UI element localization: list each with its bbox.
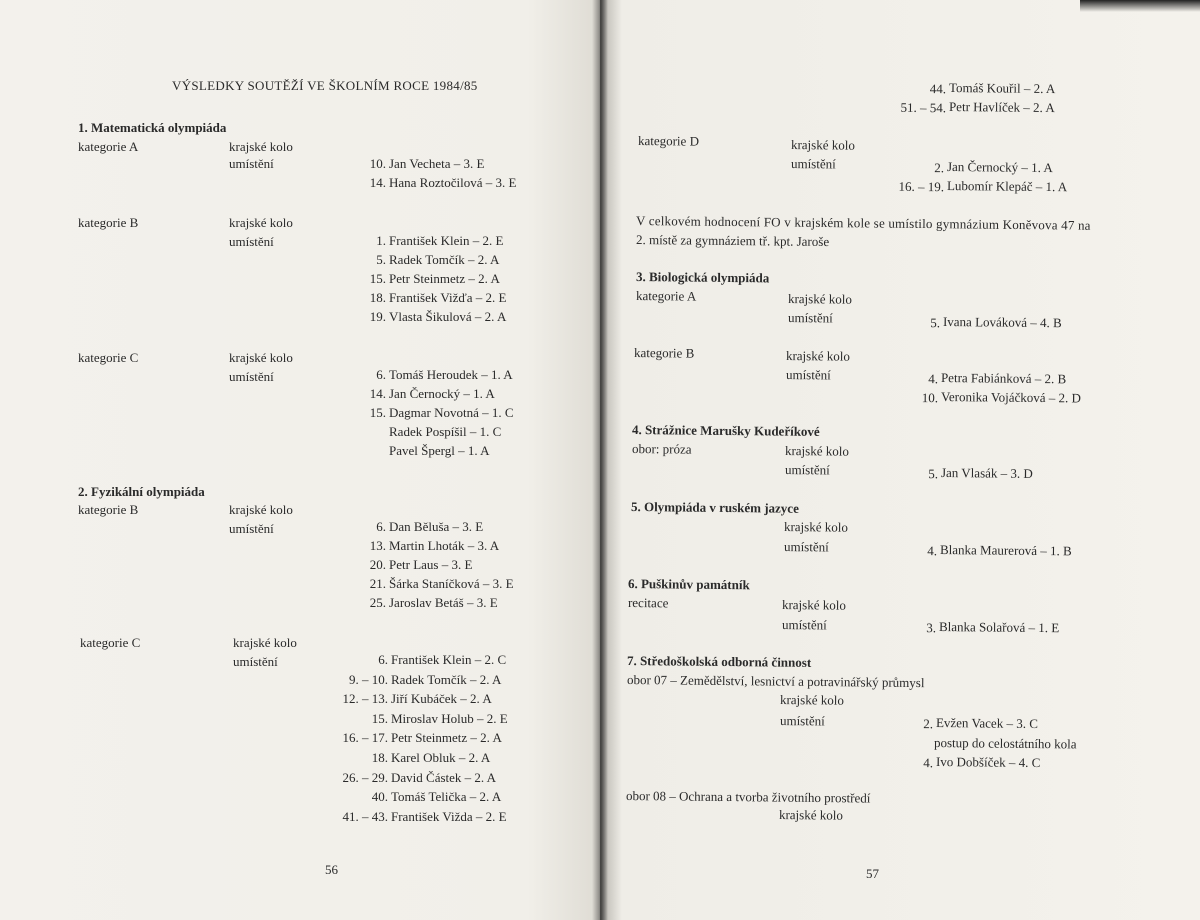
result-rank: 5. (930, 315, 941, 331)
result-rank: 15. (369, 405, 386, 420)
round-label: krajské kolo (781, 597, 846, 613)
result-rank: 5. (376, 252, 386, 267)
result-rank: 19. (369, 309, 386, 324)
result-entry: Blanka Maurerová – 1. B (939, 542, 1072, 559)
result-rank: 18. (369, 290, 386, 305)
result-rank: 18. (371, 750, 388, 765)
result-entry: Dan Běluša – 3. E (389, 519, 484, 534)
placement-label: umístění (790, 156, 836, 172)
result-rank: 21. (369, 576, 386, 591)
result-entry: Hana Roztočilová – 3. E (389, 175, 517, 190)
summary-text: 2. místě za gymnáziem tř. kpt. Jaroše (635, 232, 830, 250)
result-rank: 15. (371, 710, 388, 726)
result-entry: Tomáš Telička – 2. A (391, 789, 502, 805)
result-rank: 44. (929, 81, 947, 97)
placement-label: umístění (784, 462, 830, 478)
result-entry: Veronika Vojáčková – 2. D (940, 389, 1082, 406)
result-entry: Martin Lhoták – 3. A (389, 538, 500, 553)
result-rank: 6. (376, 367, 386, 382)
result-entry: František Vižda – 2. E (391, 808, 507, 824)
result-note: postup do celostátního kola (933, 735, 1077, 752)
result-rank: 13. (369, 538, 386, 553)
category-label: kategorie C (80, 635, 141, 650)
placement-label: umístění (779, 713, 825, 729)
result-rank: 2. (934, 160, 945, 176)
placement-label: umístění (229, 369, 274, 384)
result-entry: Šárka Staníčková – 3. E (389, 576, 514, 591)
result-entry: David Částek – 2. A (391, 769, 497, 785)
result-entry: Pavel Špergl – 1. A (389, 443, 490, 458)
section-heading: 7. Středoškolská odborná činnost (626, 653, 812, 670)
result-entry: Petra Fabiánková – 2. B (940, 370, 1067, 387)
category-label: kategorie B (78, 502, 139, 517)
result-rank: 41. – 43. (342, 808, 388, 824)
result-entry: František Klein – 2. C (391, 652, 507, 667)
category-label: recitace (627, 595, 669, 611)
result-rank: 15. (369, 271, 386, 286)
result-entry: Petr Laus – 3. E (389, 557, 473, 572)
result-rank: 14. (369, 175, 386, 190)
result-entry: Blanka Solařová – 1. E (938, 619, 1060, 636)
result-entry: Petr Steinmetz – 2. A (391, 730, 502, 746)
round-label: krajské kolo (229, 215, 293, 230)
page-title: VÝSLEDKY SOUTĚŽÍ VE ŠKOLNÍM ROCE 1984/85 (172, 78, 478, 93)
round-label: krajské kolo (778, 807, 843, 823)
result-entry: Lubomír Klepáč – 1. A (946, 178, 1068, 195)
round-label: krajské kolo (784, 443, 849, 459)
result-rank: 6. (376, 519, 386, 534)
section-heading: 3. Biologická olympiáda (635, 269, 770, 286)
result-rank: 4. (927, 543, 938, 559)
round-label: krajské kolo (785, 348, 850, 364)
result-entry: Radek Pospíšil – 1. C (389, 424, 502, 439)
result-entry: Ivana Lováková – 4. B (942, 314, 1062, 331)
round-label: krajské kolo (233, 635, 297, 650)
category-label: kategorie D (637, 133, 700, 149)
result-rank: 5. (928, 466, 939, 482)
result-entry: Radek Tomčík – 2. A (391, 671, 502, 687)
result-rank: 2. (923, 716, 934, 732)
result-rank: 4. (923, 755, 934, 771)
result-rank: 4. (928, 371, 939, 387)
placement-label: umístění (785, 367, 831, 383)
category-label: kategorie B (633, 345, 695, 361)
result-entry: Tomáš Kouřil – 2. A (948, 80, 1056, 97)
result-rank: 10. (369, 156, 386, 171)
page-number: 56 (325, 862, 338, 877)
category-label: obor: próza (631, 441, 692, 457)
result-rank: 25. (369, 595, 386, 610)
result-entry: Jan Vlasák – 3. D (940, 465, 1033, 481)
category-label: obor 08 – Ochrana a tvorba životního prostředí (625, 788, 871, 806)
result-rank: 12. – 13. (342, 691, 388, 707)
round-label: krajské kolo (779, 692, 844, 708)
page-edge-shadow (1080, 0, 1200, 12)
placement-label: umístění (783, 539, 829, 555)
result-rank: 9. – 10. (349, 671, 388, 687)
result-rank: 3. (926, 620, 937, 636)
round-label: krajské kolo (229, 502, 293, 517)
section-heading: 2. Fyzikální olympiáda (78, 484, 205, 499)
result-entry: Jiří Kubáček – 2. A (391, 691, 492, 707)
section-heading: 5. Olympiáda v ruském jazyce (630, 499, 799, 516)
result-rank: 10. (921, 390, 939, 406)
result-entry: Petr Steinmetz – 2. A (389, 271, 500, 286)
result-entry: Miroslav Holub – 2. E (391, 710, 508, 726)
result-rank: 6. (378, 652, 388, 667)
category-label: kategorie C (78, 350, 139, 365)
category-label: kategorie A (78, 139, 139, 154)
page-number: 57 (866, 866, 879, 881)
result-rank: 20. (369, 557, 386, 572)
result-rank: 16. – 17. (342, 730, 388, 746)
result-entry: Vlasta Šikulová – 2. A (389, 309, 507, 324)
result-entry: Tomáš Heroudek – 1. A (389, 367, 513, 382)
category-label: kategorie B (78, 215, 139, 230)
result-entry: Dagmar Novotná – 1. C (389, 405, 514, 420)
round-label: krajské kolo (787, 291, 852, 307)
result-entry: František Vižďa – 2. E (389, 290, 507, 305)
result-entry: Jan Černocký – 1. A (389, 386, 495, 401)
result-entry: Ivo Dobšíček – 4. C (935, 754, 1041, 771)
round-label: krajské kolo (790, 137, 855, 153)
result-entry: Evžen Vacek – 3. C (935, 715, 1039, 732)
summary-text: V celkovém hodnocení FO v krajském kole se umístilo gymnázium Koněvova 47 na (635, 213, 1091, 233)
category-label: obor 07 – Zemědělství, lesnictví a potravinářský průmysl (626, 672, 925, 691)
placement-label: umístění (787, 310, 833, 326)
result-rank: 1. (376, 233, 386, 248)
result-entry: Radek Tomčík – 2. A (389, 252, 500, 267)
section-heading: 6. Puškinův památník (627, 576, 750, 593)
category-label: kategorie A (635, 288, 697, 304)
result-rank: 16. – 19. (898, 178, 945, 195)
round-label: krajské kolo (229, 139, 293, 154)
result-rank: 51. – 54. (900, 99, 947, 116)
result-entry: Karel Obluk – 2. A (391, 750, 491, 765)
result-entry: Petr Havlíček – 2. A (948, 99, 1055, 116)
round-label: krajské kolo (783, 519, 848, 535)
result-entry: Jaroslav Betáš – 3. E (389, 595, 498, 610)
gutter-shadow (592, 0, 608, 920)
placement-label: umístění (229, 234, 274, 249)
placement-label: umístění (233, 654, 278, 669)
result-entry: Jan Černocký – 1. A (946, 159, 1053, 176)
result-entry: František Klein – 2. E (389, 233, 504, 248)
placement-label: umístění (229, 156, 274, 171)
placement-label: umístění (781, 617, 827, 633)
round-label: krajské kolo (229, 350, 293, 365)
section-heading: 4. Strážnice Marušky Kudeříkové (631, 422, 820, 439)
result-rank: 26. – 29. (342, 769, 388, 785)
result-rank: 40. (371, 789, 388, 805)
section-heading: 1. Matematická olympiáda (78, 120, 227, 135)
result-rank: 14. (369, 386, 386, 401)
placement-label: umístění (229, 521, 274, 536)
result-entry: Jan Vecheta – 3. E (389, 156, 485, 171)
